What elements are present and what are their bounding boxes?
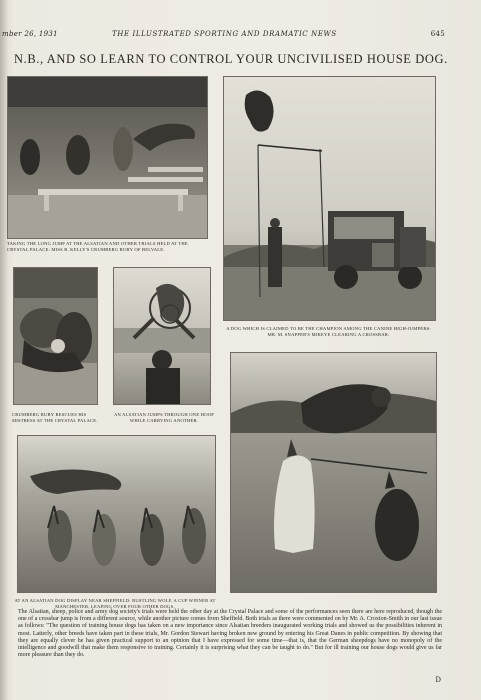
running-head bbox=[0, 30, 481, 42]
caption-high-jumper: A DOG WHICH IS CLAIMED TO BE THE CHAMPION AMONG THE CANINE HIGH-JUMPERS: MR. M. SNAPPER'S MIKEYE CLEARING A CROSSBAR. bbox=[226, 326, 431, 337]
photo-long-jump bbox=[7, 76, 208, 239]
photo-overing bbox=[230, 352, 437, 593]
issue-date: mber 26, 1931 bbox=[2, 30, 58, 38]
corner-mark: D bbox=[435, 676, 441, 684]
article-body: The Alsatian, sheep, police and army dog society's trials were held the other day at the Crystal Palace and some of the performances seen there are here reproduced, though the one of a crossbar jump is from a different source, while another picture comes from Sheffield. Both trials as there were commented on by Mr. A. Croxton-Smith in our last issue as follows: "The question of training house dogs has taken on a new importance since Alsatian breeders inaugurated working trials and showed us the possibilities inherent in most. Latterly, other breeds have taken part in these trials, Mr. Gordon Stewart having broken new ground by entering his Great Danes in public competition. By showing that they are equally clever he has given practical support to an opinion that I have expressed for some time—that is, that the German sheepdogs have no monopoly of the intelligence and goodwill that make them responsive to training. Certainly it is surprising what they can be taught to do." But for ill training our house dogs would give us far more pleasure than they do. bbox=[18, 609, 442, 659]
caption-rescue: CRUMBERG RUBY RESCUES HIS MISTRESS AT THE CRYSTAL PALACE. bbox=[12, 412, 98, 423]
caption-sheffield: AT AN ALSATIAN DOG DISPLAY NEAR SHEFFIELD: BUSTLING WOLF, A CUP WINNER AT MANCHESTER, LEAPING OVER FOUR OTHER DOGS. bbox=[14, 598, 216, 609]
photo-rescue bbox=[13, 267, 98, 405]
photo-sheffield bbox=[17, 435, 216, 593]
photo-high-jumper bbox=[223, 76, 436, 321]
page-number: 645 bbox=[430, 30, 445, 38]
magazine-title: THE ILLUSTRATED SPORTING AND DRAMATIC NEWS bbox=[112, 30, 337, 38]
page-headline: N.B., AND SO LEARN TO CONTROL YOUR UNCIVILISED HOUSE DOG. bbox=[14, 52, 448, 66]
photo-hoop bbox=[113, 267, 211, 405]
caption-long-jump: TAKING THE LONG JUMP AT THE ALSATIAN AND OTHER TRIALS HELD AT THE CRYSTAL PALACE: MISS B. KELLY'S CRUMBERG RUBY OF BELVALE. bbox=[7, 241, 188, 252]
caption-hoop: AN ALSATIAN JUMPS THROUGH ONE HOOP WHILE CARRYING ANOTHER. bbox=[113, 412, 214, 423]
